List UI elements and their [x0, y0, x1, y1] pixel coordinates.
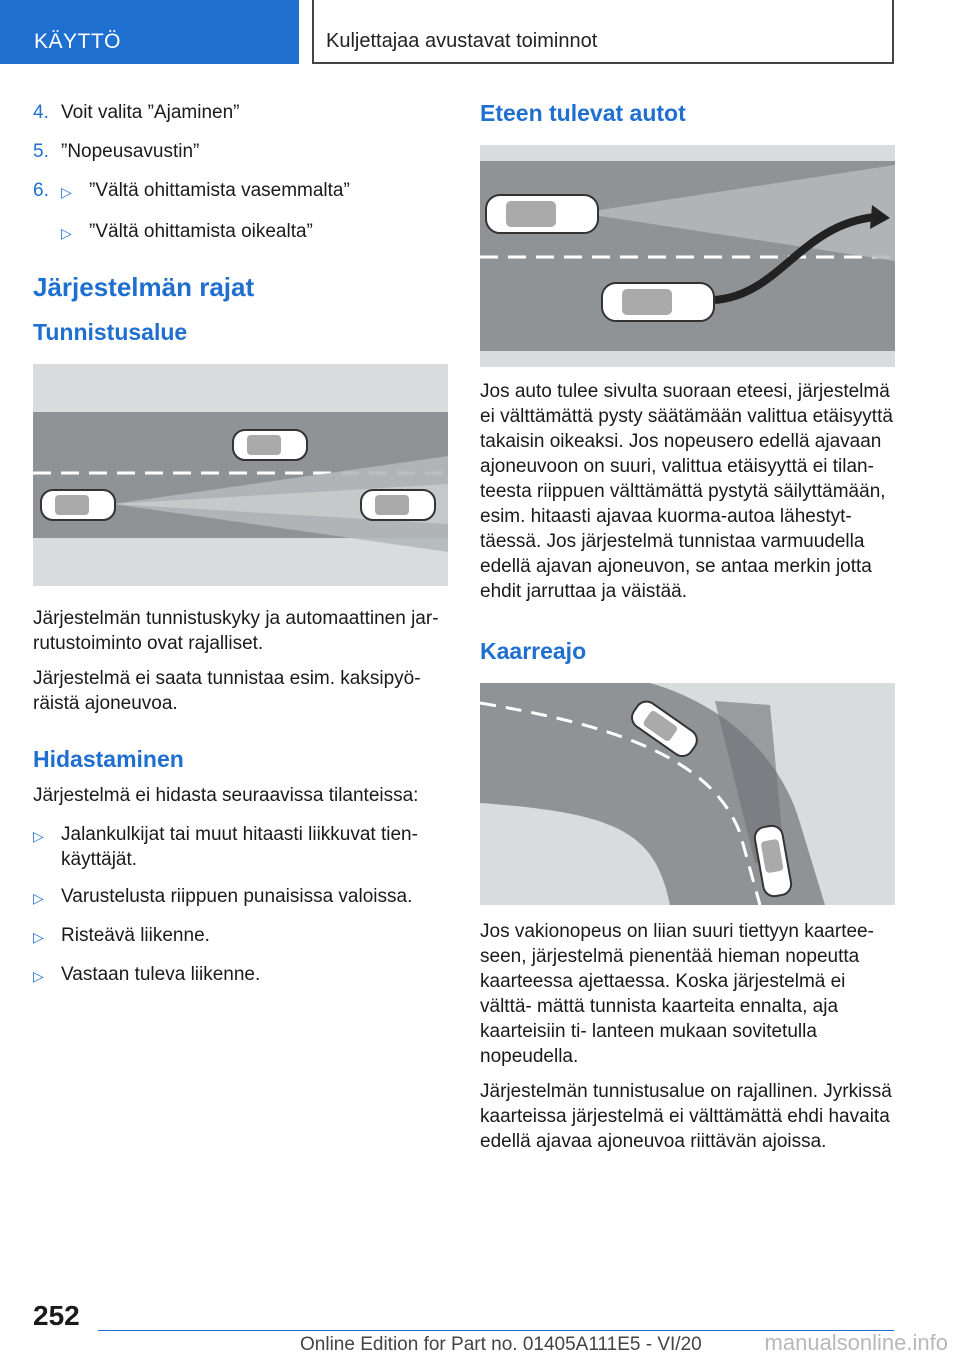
- bullet-triangle-icon: ▷: [33, 828, 44, 844]
- list-item: [33, 139, 448, 164]
- item-text: Risteävä liikenne.: [61, 925, 210, 946]
- left-column: [33, 100, 448, 1001]
- subsection-heading: Tunnistusalue: [33, 319, 188, 345]
- list-item: [33, 923, 448, 950]
- item-number: 4.: [33, 102, 49, 123]
- section-heading: Järjestelmän rajat: [33, 272, 255, 302]
- paragraph: Järjestelmän tunnistuskyky ja automaattinen jar- rutustoiminto ovat rajalliset.: [33, 608, 439, 654]
- list-item: [33, 822, 448, 872]
- subsection-heading: Hidastaminen: [33, 746, 184, 772]
- list-item: [33, 178, 448, 205]
- bullet-triangle-icon: ▷: [33, 890, 44, 906]
- bullet-triangle-icon: ▷: [33, 929, 44, 945]
- paragraph: Järjestelmän tunnistusalue on rajallinen. Jyrkissä kaarteissa järjestelmä ei välttämättä ehdi havaita edellä ajavaa ajoneuvoa riittävän ajoissa.: [480, 1081, 892, 1152]
- detection-range-figure: [33, 364, 448, 586]
- item-number: 6.: [33, 180, 49, 201]
- edition-note: Online Edition for Part no. 01405A111E5 - VI/20: [300, 1334, 702, 1355]
- section-tab: [0, 0, 299, 64]
- subsection-heading: Kaarreajo: [480, 638, 587, 664]
- cut-in-figure: [480, 145, 895, 367]
- paragraph: Järjestelmä ei saata tunnistaa esim. kaksipyö- räistä ajoneuvoa.: [33, 668, 421, 714]
- paragraph: Järjestelmä ei hidasta seuraavissa tilanteissa:: [33, 785, 419, 806]
- right-column: [480, 100, 895, 1164]
- item-number: 5.: [33, 141, 49, 162]
- list-item: [33, 884, 448, 911]
- list-item: [33, 100, 448, 125]
- item-text: Jalankulkijat tai muut hitaasti liikkuvat tien- käyttäjät.: [61, 824, 418, 870]
- paragraph: Jos vakionopeus on liian suuri tiettyyn kaartee- seen, järjestelmä pienentää hieman nopeutta kaarteessa ajettaessa. Koska järjestelmä ei välttä- mättä tunnista kaarteita ennalta, aja kaarteisiin ti- lanteen mukaan sovitetulla nopeudella.: [480, 921, 874, 1067]
- car-icon: [602, 283, 714, 321]
- item-text: Voit valita ”Ajaminen”: [61, 102, 240, 123]
- chapter-title: Kuljettajaa avustavat toiminnot: [326, 30, 598, 52]
- page-number: 252: [33, 1300, 80, 1331]
- paragraph: Jos auto tulee sivulta suoraan eteesi, järjestelmä ei välttämättä pysty säätämään valittua etäisyyttä takaisin oikeaksi. Jos nopeusero edellä ajavaan ajoneuvoon on suuri, valittua etäisyyttä ei tilan- teesta riippuen välttämättä pystytä säilyttämään, esim. hitaasti ajavaa kuorma-autoa lähestyt- täessä. Jos järjestelmä tunnistaa varmuudella edellä ajavan ajoneuvon, se antaa merkin jotta ehdit jarruttaa ja väistää.: [480, 381, 893, 602]
- chapter-header: [312, 0, 894, 64]
- item-text: ”Nopeusavustin”: [61, 141, 200, 162]
- list-item: [33, 962, 448, 989]
- bullet-triangle-icon: ▷: [61, 225, 72, 241]
- car-icon: [361, 490, 435, 520]
- item-text: Vastaan tuleva liikenne.: [61, 964, 261, 985]
- car-icon: [41, 490, 115, 520]
- curve-figure: [480, 683, 895, 905]
- item-text: ”Vältä ohittamista oikealta”: [89, 221, 313, 242]
- item-text: Varustelusta riippuen punaisissa valoissa.: [61, 886, 413, 907]
- car-icon: [486, 195, 598, 233]
- watermark: manualsonline.info: [764, 1330, 948, 1355]
- bullet-triangle-icon: ▷: [33, 968, 44, 984]
- subsection-heading: Eteen tulevat autot: [480, 100, 686, 126]
- list-item: [33, 219, 448, 246]
- bullet-triangle-icon: ▷: [61, 184, 72, 200]
- section-label: KÄYTTÖ: [34, 30, 122, 53]
- car-icon: [233, 430, 307, 460]
- item-text: ”Vältä ohittamista vasemmalta”: [89, 180, 350, 201]
